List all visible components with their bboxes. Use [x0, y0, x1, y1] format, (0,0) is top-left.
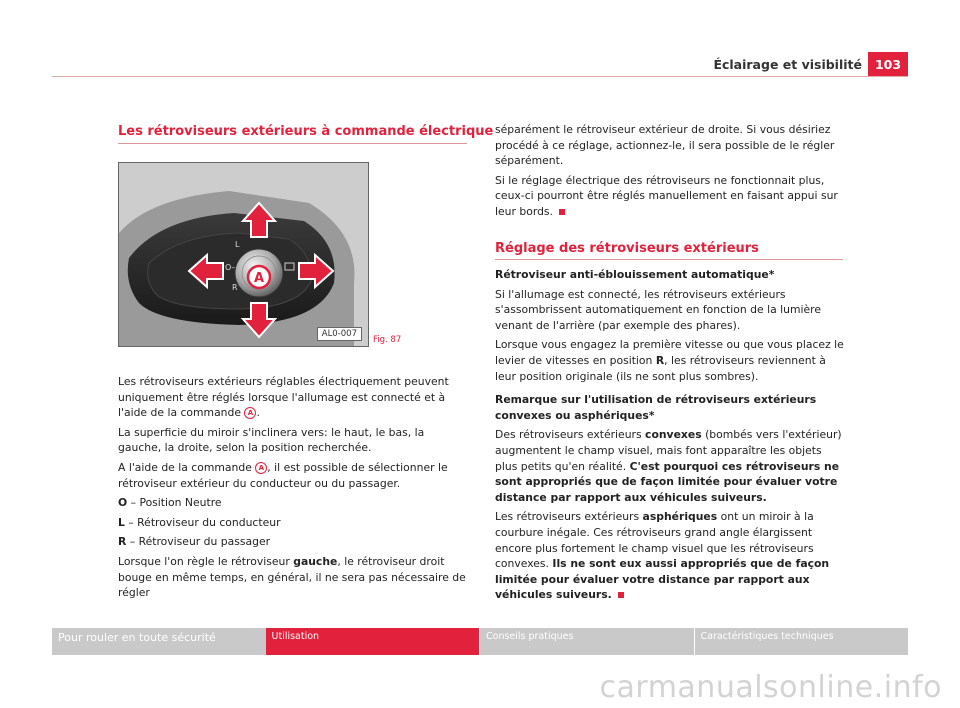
paragraph: séparément le rétroviseur extérieur de droite. Si vous désiriez procédé à ce réglage, actionnez-le, il sera possible de le régler séparément.	[495, 123, 835, 168]
subheading-convex-aspheric: Remarque sur l'utilisation de rétroviseurs extérieurs convexes ou asphériques*	[495, 393, 817, 422]
section-rule	[118, 143, 467, 144]
section-rule	[495, 259, 843, 260]
end-marker-icon	[559, 209, 565, 215]
paragraph	[118, 554, 470, 601]
text: Si le réglage électrique des rétroviseurs ne fonctionnait plus, ceux-ci pourront être réglés manuellement en faisant appui sur leur bords.	[495, 173, 838, 218]
text: , le rétroviseur droit bouge en même temps, en général, il ne sera pas nécessaire de régler	[118, 554, 466, 600]
paragraph: La superficie du miroir s'inclinera vers: le haut, le bas, la gauche, la droite, selon la position recherchée.	[118, 425, 425, 455]
text: – Rétroviseur du passager	[126, 535, 271, 549]
paragraph	[495, 173, 845, 220]
key: L	[118, 515, 125, 529]
paragraph	[118, 460, 470, 491]
position-item-r	[118, 534, 470, 550]
text: , les rétroviseurs reviennent à leur position originale (ils ne sont plus sombres).	[495, 353, 826, 383]
text-bold: C'est pourquoi ces rétroviseurs ne sont appropriés que de façon limitée pour évaluer votre distance par rapport aux véhicules suiveurs.	[495, 459, 840, 504]
text: (bombés vers l'extérieur) augmentent le champ visuel, mais font apparaître les objets plus petits qu'en réalité.	[495, 428, 842, 473]
text: ont un miroir à la courbure inégale. Ces rétroviseurs grand angle élargissent encore plus fortement le champ visuel que les rétroviseurs convexes.	[495, 510, 814, 571]
text-bold: convexes	[645, 428, 702, 442]
dial-label-l: L	[235, 240, 240, 249]
position-item-o	[118, 495, 470, 511]
key: O	[118, 496, 128, 510]
running-header-title: Éclairage et visibilité	[713, 57, 862, 72]
text-bold: gauche	[293, 554, 338, 568]
dial-label-r: R	[232, 283, 238, 292]
figure-label: Fig. 87	[373, 335, 402, 345]
text-bold: asphériques	[642, 510, 718, 524]
subheading-anti-glare: Rétroviseur anti-éblouissement automatique*	[495, 268, 775, 281]
text: A l'aide de la commande	[118, 460, 256, 474]
text-bold: R	[655, 353, 665, 367]
text: Des rétroviseurs extérieurs	[495, 428, 646, 442]
text: Les rétroviseurs extérieurs réglables électriquement peuvent uniquement être réglés lorsque l'allumage est connecté et à l'aide de la commande	[118, 375, 449, 420]
header-rule	[52, 76, 908, 77]
paragraph	[118, 374, 470, 421]
section-title-electric-mirrors: Les rétroviseurs extérieurs à commande électrique	[118, 124, 494, 139]
position-item-l	[118, 515, 470, 531]
text: Lorsque l'on règle le rétroviseur	[118, 554, 294, 568]
text: , il est possible de sélectionner le rétroviseur extérieur du conducteur ou du passager.	[118, 460, 448, 490]
paragraph: Si l'allumage est connecté, les rétroviseurs extérieurs s'assombrissent automatiquement en fonction de la lumière venant de l'arrière (par exemple des phares).	[495, 287, 821, 332]
watermark: carmanualsonline.info	[599, 670, 942, 705]
text: Les rétroviseurs extérieurs	[495, 510, 643, 524]
callout-a-icon: A	[244, 407, 256, 419]
text: – Position Neutre	[127, 496, 222, 510]
page-number: 103	[868, 52, 908, 77]
text: .	[256, 406, 260, 420]
section-title-adjust-mirrors: Réglage des rétroviseurs extérieurs	[495, 241, 759, 256]
footer-tab-operation[interactable]: Utilisation	[266, 628, 480, 655]
left-column-text	[118, 374, 470, 605]
text: Lorsque vous engagez la première vitesse ou que vous placez le levier de vitesses en position	[495, 338, 844, 367]
footer-tab-practical-tips[interactable]: Conseils pratiques	[479, 628, 694, 655]
text-bold: Ils ne sont eux aussi appropriés que de façon limitée pour évaluer votre distance par rapport aux véhicules suiveurs.	[495, 557, 830, 602]
dial-label-o: O–	[225, 263, 236, 272]
mirror-control-illustration	[119, 163, 368, 346]
paragraph	[495, 509, 845, 603]
mirror-control-figure	[118, 162, 369, 347]
footer-nav	[52, 628, 908, 655]
figure-letter-a: A	[253, 271, 265, 286]
end-marker-icon	[618, 592, 624, 598]
footer-tab-safety[interactable]: Pour rouler en toute sécurité	[52, 628, 266, 655]
paragraph	[495, 427, 845, 505]
callout-a-icon: A	[255, 462, 267, 474]
key: R	[118, 535, 127, 549]
paragraph	[495, 337, 845, 384]
right-column-text	[495, 267, 845, 607]
footer-tab-technical-specs[interactable]: Caractéristiques techniques	[694, 628, 909, 655]
right-column-top-text	[495, 122, 845, 224]
figure-code: AL0-007	[317, 327, 362, 341]
text: – Rétroviseur du conducteur	[124, 515, 281, 529]
